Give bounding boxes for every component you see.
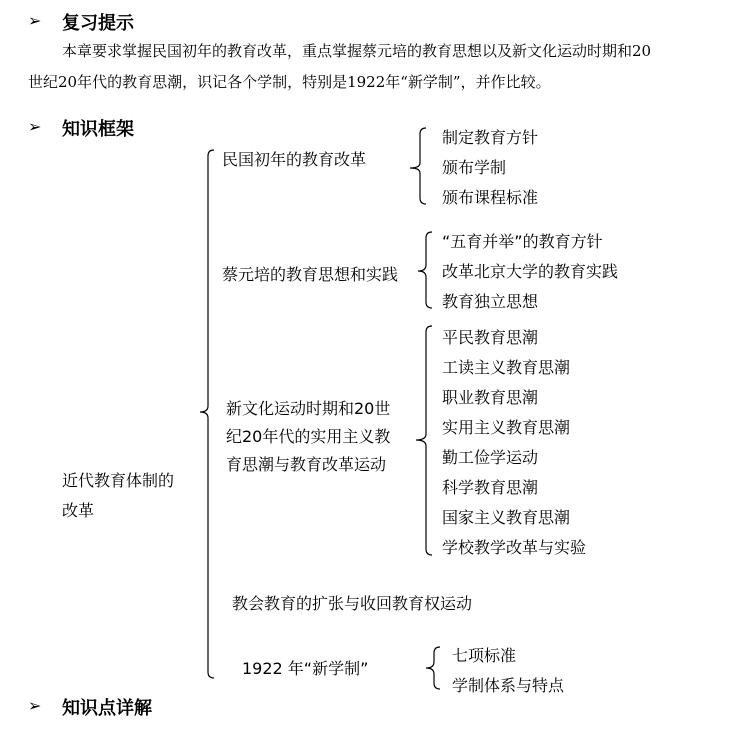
branch-3-item: 职业教育思潮 bbox=[442, 388, 539, 407]
branch-5-bracket bbox=[426, 647, 440, 689]
review-paragraph-line-1: 本章要求掌握民国初年的教育改革，重点掌握蔡元培的教育思想以及新文化运动时期和20 bbox=[62, 42, 652, 60]
section-title-framework: 知识框架 bbox=[62, 119, 134, 140]
branch-1-label: 民国初年的教育改革 bbox=[222, 150, 367, 169]
section-title-details: 知识点详解 bbox=[62, 698, 152, 719]
branch-2-item: 教育独立思想 bbox=[442, 292, 539, 311]
branch-3-item: 工读主义教育思潮 bbox=[442, 358, 571, 377]
root-node-line-2: 改革 bbox=[62, 501, 95, 520]
main-bracket bbox=[200, 150, 214, 678]
branch-3-bracket bbox=[416, 326, 432, 555]
branch-2-item: “五育并举”的教育方针 bbox=[442, 232, 603, 251]
branch-1-item: 制定教育方针 bbox=[442, 128, 539, 147]
branch-2-label: 蔡元培的教育思想和实践 bbox=[222, 265, 399, 284]
section-marker-icon: ➢ bbox=[28, 117, 42, 136]
section-title-review: 复习提示 bbox=[62, 13, 134, 34]
branch-1-item: 颁布学制 bbox=[442, 158, 507, 177]
review-paragraph-line-2: 世纪20年代的教育思潮，识记各个学制，特别是1922年“新学制”，并作比较。 bbox=[28, 73, 551, 91]
branch-3-item: 实用主义教育思潮 bbox=[442, 418, 571, 437]
branch-3-item: 科学教育思潮 bbox=[442, 478, 539, 497]
section-marker-icon: ➢ bbox=[28, 696, 42, 715]
branch-3-item: 平民教育思潮 bbox=[442, 328, 539, 347]
branch-1-bracket bbox=[410, 128, 426, 204]
branch-3-item: 学校教学改革与实验 bbox=[442, 538, 587, 557]
branch-3-label-line-1: 新文化运动时期和20世 bbox=[226, 399, 391, 418]
branch-5-label: 1922 年“新学制” bbox=[242, 659, 369, 678]
root-node-line-1: 近代教育体制的 bbox=[62, 471, 175, 490]
branch-3-item: 勤工俭学运动 bbox=[442, 448, 539, 467]
branch-2-item: 改革北京大学的教育实践 bbox=[442, 262, 619, 281]
branch-4-label: 教会教育的扩张与收回教育权运动 bbox=[232, 594, 473, 613]
branch-3-label-line-2: 纪20年代的实用主义教 bbox=[226, 427, 391, 446]
branch-5-item: 学制体系与特点 bbox=[452, 676, 565, 695]
branch-5-item: 七项标准 bbox=[452, 646, 517, 665]
branch-3-label-line-3: 育思潮与教育改革运动 bbox=[226, 455, 387, 474]
section-marker-icon: ➢ bbox=[28, 11, 42, 30]
branch-2-bracket bbox=[418, 232, 432, 308]
branch-3-item: 国家主义教育思潮 bbox=[442, 508, 571, 527]
branch-1-item: 颁布课程标准 bbox=[442, 188, 539, 207]
